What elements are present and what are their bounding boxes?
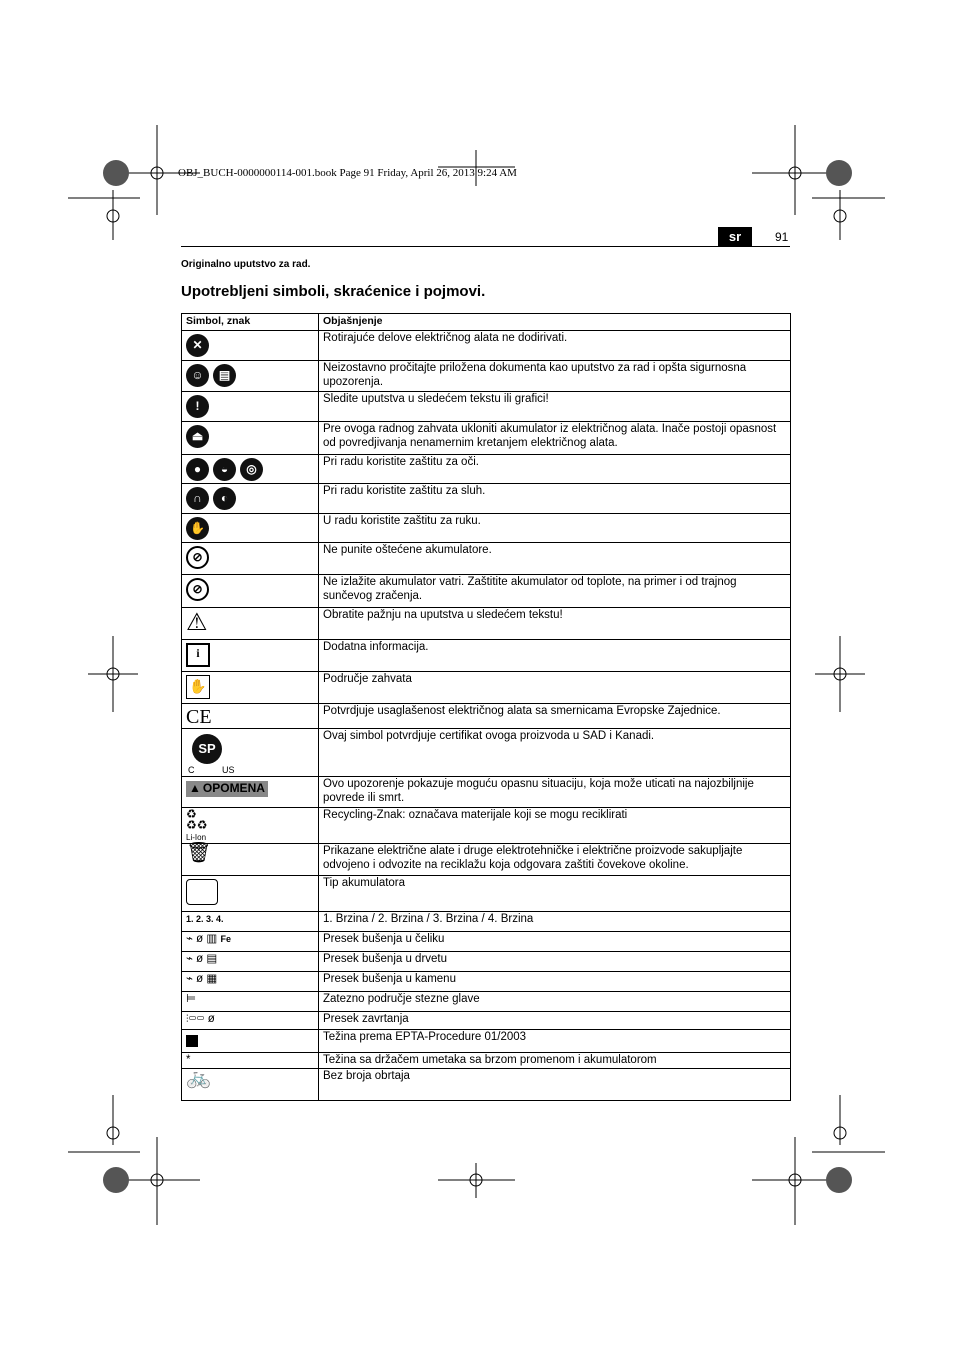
explanation-cell: U radu koristite zaštitu za ruku. — [319, 514, 791, 543]
csa-us-label: US — [222, 765, 235, 775]
table-row — [182, 1012, 791, 1030]
explanation-cell: Tip akumulatora — [319, 876, 791, 912]
table-row — [182, 361, 791, 392]
explanation-cell: Zatezno područje stezne glave — [319, 992, 791, 1012]
explanation-cell: Pri radu koristite zaštitu za sluh. — [319, 484, 791, 514]
explanation-cell: Prikazane električne alate i druge elektrotehničke i električne proizvode sakupljajte odvojeno i odvozite na reciklažu koja odgovara zaštiti čovekove okoline. — [319, 844, 791, 876]
ce-mark-icon: CE — [186, 706, 212, 728]
table-row — [182, 912, 791, 932]
no-load-speed-icon: 🚲 — [186, 1066, 211, 1089]
gear-speeds-label: 1. 2. 3. 4. — [186, 914, 224, 924]
warning-triangle-icon: ⚠ — [186, 609, 208, 636]
symbols-table — [181, 313, 791, 1101]
explanation-cell: Pri radu koristite zaštitu za oči. — [319, 455, 791, 484]
explanation-cell: Rotirajuće delove električnog alata ne dodirivati. — [319, 331, 791, 361]
gloves-icon: ✋ — [186, 517, 209, 540]
do-not-touch-icon: ✕ — [186, 334, 209, 357]
table-row — [182, 1068, 791, 1100]
ear-protection-icon: ∩ — [186, 487, 209, 510]
table-row — [182, 640, 791, 672]
table-row — [182, 608, 791, 640]
asterisk-label: * — [186, 1053, 191, 1066]
table-row — [182, 777, 791, 808]
remove-battery-icon: ⏏ — [186, 425, 209, 448]
symbol-cell: ⫶▭▭ ø — [182, 1012, 319, 1030]
explanation-cell: Sledite uputstva u sledećem tekstu ili grafici! — [319, 392, 791, 422]
table-row — [182, 704, 791, 729]
wood-icon: ▤ — [206, 953, 218, 965]
page-number: 91 — [775, 230, 789, 244]
table-row — [182, 484, 791, 514]
symbol-cell — [182, 704, 319, 729]
symbol-cell — [182, 543, 319, 575]
language-badge: sr — [718, 227, 752, 246]
symbol-cell — [182, 484, 319, 514]
symbol-cell — [182, 808, 319, 844]
explanation-cell: Ne izlažite akumulator vatri. Zaštitite akumulator od toplote, na primer i od trajnog sunčevog zračenja. — [319, 575, 791, 608]
symbol-cell — [182, 392, 319, 422]
table-row — [182, 514, 791, 543]
symbol-cell — [182, 844, 319, 876]
no-fire-icon: ⊘ — [186, 578, 209, 601]
symbol-cell — [182, 876, 319, 912]
table-row — [182, 876, 791, 912]
table-row — [182, 952, 791, 972]
mandatory-icon: ! — [186, 395, 209, 418]
table-row — [182, 972, 791, 992]
symbol-cell — [182, 1030, 319, 1053]
explanation-cell: Pre ovoga radnog zahvata ukloniti akumulator iz električnog alata. Inače postoji opasnost od povredjivanja nenamernim kretanjem električnog alata. — [319, 422, 791, 455]
explanation-cell: Ovaj simbol potvrdjuje certifikat ovoga proizvoda u SAD i Kanadi. — [319, 729, 791, 777]
read-manual-icon: ☺ — [186, 364, 209, 387]
symbol-cell — [182, 1052, 319, 1068]
symbol-cell — [182, 992, 319, 1012]
explanation-cell: Presek bušenja u čeliku — [319, 932, 791, 952]
explanation-cell: Ne punite oštećene akumulatore. — [319, 543, 791, 575]
explanation-cell: Recycling-Znak: označava materijale koji se mogu reciklirati — [319, 808, 791, 844]
book-info-line: OBJ_BUCH-0000000114-001.book Page 91 Friday, April 26, 2013 9:24 AM — [178, 167, 517, 179]
symbol-cell — [182, 575, 319, 608]
warning-label: ▲ OPOMENA — [186, 781, 268, 797]
face-shield-icon: ◒ — [213, 458, 236, 481]
drill-bit-icon: ⌁ — [186, 933, 193, 945]
explanation-cell: Obratite pažnju na uputstva u sledećem tekstu! — [319, 608, 791, 640]
table-row — [182, 575, 791, 608]
symbol-cell: ⌁ ø ▤ — [182, 952, 319, 972]
table-row — [182, 932, 791, 952]
table-row — [182, 543, 791, 575]
symbol-cell — [182, 455, 319, 484]
no-charge-damaged-battery-icon: ⊘ — [186, 546, 209, 569]
crossed-bin-icon: 🗑 — [186, 842, 212, 864]
symbol-cell — [182, 729, 319, 777]
goggles-icon: ◎ — [240, 458, 263, 481]
explanation-cell: Neizostavno pročitajte priložena dokumenta kao uputstvo za rad i opšta sigurnosna upozorenja. — [319, 361, 791, 392]
masonry-icon: ▦ — [206, 973, 218, 985]
table-header-row — [182, 314, 791, 331]
grip-area-icon: ✋ — [186, 675, 210, 699]
subtitle: Originalno uputstvo za rad. — [181, 259, 311, 270]
table-row — [182, 392, 791, 422]
drill-bit-icon: ⌁ — [186, 953, 193, 965]
symbol-cell — [182, 912, 319, 932]
info-icon: i — [186, 643, 210, 667]
symbol-cell — [182, 422, 319, 455]
column-header-symbol: Simbol, znak — [182, 314, 319, 331]
book-icon: ▤ — [213, 364, 236, 387]
explanation-cell: Presek bušenja u kamenu — [319, 972, 791, 992]
explanation-cell: Dodatna informacija. — [319, 640, 791, 672]
explanation-cell: Potvrdjuje usaglašenost električnog alata sa smernicama Evropske Zajednice. — [319, 704, 791, 729]
recycling-icon: ♻ ♻♻ Li-Ion — [186, 807, 208, 842]
symbol-cell — [182, 672, 319, 704]
table-row — [182, 808, 791, 844]
steel-icon: ▥ — [206, 933, 218, 945]
explanation-cell: Težina sa držačem umetaka sa brzom promenom i akumulatorom — [319, 1052, 791, 1068]
explanation-cell: Bez broja obrtaja — [319, 1068, 791, 1100]
symbol-cell: ⌁ ø ▦ — [182, 972, 319, 992]
symbol-cell — [182, 361, 319, 392]
table-row — [182, 844, 791, 876]
symbol-cell — [182, 608, 319, 640]
ear-muffs-icon: ◐ — [213, 487, 236, 510]
table-row — [182, 455, 791, 484]
csa-icon: SP — [192, 734, 222, 764]
table-row — [182, 1052, 791, 1068]
screw-icon: ⫶▭▭ — [186, 1014, 205, 1025]
table-row — [182, 992, 791, 1012]
header-rule — [181, 246, 790, 247]
column-header-explanation: Objašnjenje — [319, 314, 791, 331]
chuck-icon: ⊨ — [186, 993, 197, 1005]
page-title: Upotrebljeni simboli, skraćenice i pojmovi. — [181, 283, 486, 300]
explanation-cell: Težina prema EPTA-Procedure 01/2003 — [319, 1030, 791, 1053]
explanation-cell: Presek bušenja u drvetu — [319, 952, 791, 972]
explanation-cell: Ovo upozorenje pokazuje moguću opasnu situaciju, koja može uticati na najozbiljnije povrede ili smrt. — [319, 777, 791, 808]
weight-icon — [186, 1035, 198, 1047]
symbol-cell — [182, 331, 319, 361]
symbol-cell — [182, 514, 319, 543]
csa-c-label: C — [188, 765, 195, 775]
battery-pack-icon — [186, 879, 218, 905]
warning-triangle-icon: ▲ — [189, 781, 201, 795]
eye-protection-icon: ● — [186, 458, 209, 481]
explanation-cell: 1. Brzina / 2. Brzina / 3. Brzina / 4. Brzina — [319, 912, 791, 932]
explanation-cell: Presek zavrtanja — [319, 1012, 791, 1030]
symbol-cell — [182, 1068, 319, 1100]
symbol-cell: ⌁ ø ▥ Fe — [182, 932, 319, 952]
table-row — [182, 729, 791, 777]
table-row — [182, 422, 791, 455]
symbol-cell — [182, 777, 319, 808]
drill-bit-icon: ⌁ — [186, 973, 193, 985]
table-row — [182, 1030, 791, 1053]
explanation-cell: Područje zahvata — [319, 672, 791, 704]
table-row — [182, 672, 791, 704]
symbol-cell — [182, 640, 319, 672]
table-row — [182, 331, 791, 361]
